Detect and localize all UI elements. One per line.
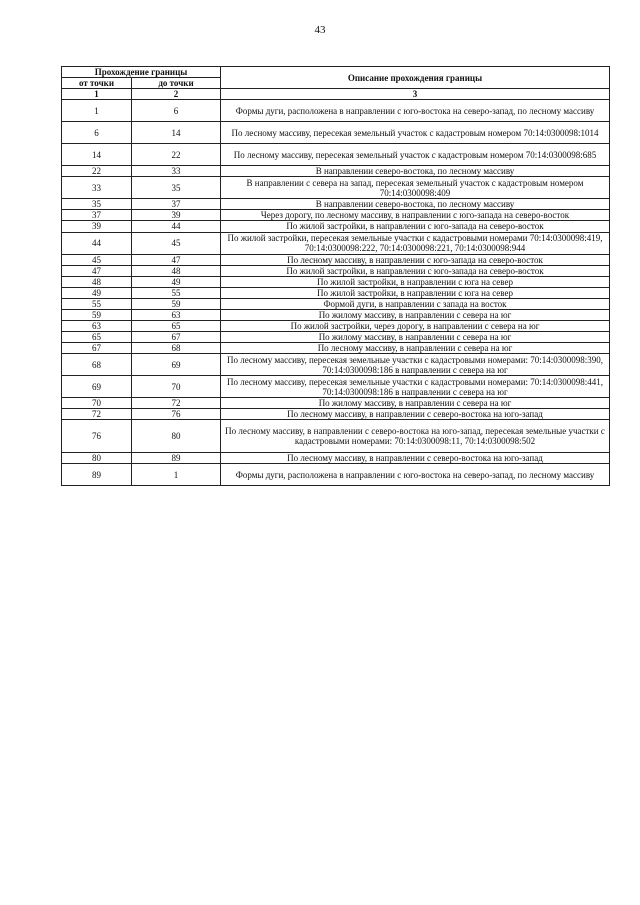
cell-to-point: 35 bbox=[132, 177, 221, 199]
cell-from-point: 6 bbox=[62, 122, 132, 144]
cell-to-point: 39 bbox=[132, 210, 221, 221]
cell-description: По жилой застройки, в направлении с юго-запада на северо-восток bbox=[221, 221, 610, 232]
column-number-2: 2 bbox=[132, 89, 221, 100]
header-from-point: от точки bbox=[62, 78, 132, 89]
cell-from-point: 69 bbox=[62, 376, 132, 398]
cell-description: По жилому массиву, в направлении с севера на юг bbox=[221, 332, 610, 343]
cell-to-point: 44 bbox=[132, 221, 221, 232]
cell-description: Формы дуги, расположена в направлении с юго-востока на северо-запад, по лесному массиву bbox=[221, 464, 610, 486]
cell-description: По жилой застройки, в направлении с юго-запада на северо-восток bbox=[221, 265, 610, 276]
header-to-point: до точки bbox=[132, 78, 221, 89]
cell-description: По жилой застройки, в направлении с юга на север bbox=[221, 287, 610, 298]
cell-description: По лесному массиву, пересекая земельные участки с кадастровыми номерами: 70:14:0300098:390, 70:14:0300098:186 в направлении с севера на юг bbox=[221, 354, 610, 376]
cell-from-point: 80 bbox=[62, 453, 132, 464]
cell-from-point: 47 bbox=[62, 265, 132, 276]
cell-from-point: 1 bbox=[62, 100, 132, 122]
table-body bbox=[62, 100, 610, 486]
cell-from-point: 55 bbox=[62, 298, 132, 309]
cell-description: По лесному массиву, пересекая земельные участки с кадастровыми номерами: 70:14:0300098:441, 70:14:0300098:186 в направлении с севера на юг bbox=[221, 376, 610, 398]
cell-to-point: 89 bbox=[132, 453, 221, 464]
cell-description: По лесному массиву, в направлении с северо-востока на юго-запад bbox=[221, 453, 610, 464]
cell-from-point: 39 bbox=[62, 221, 132, 232]
table-row bbox=[62, 343, 610, 354]
cell-to-point: 14 bbox=[132, 122, 221, 144]
table-row bbox=[62, 254, 610, 265]
cell-description: По лесному массиву, пересекая земельный участок с кадастровым номером 70:14:0300098:1014 bbox=[221, 122, 610, 144]
cell-description: По жилому массиву, в направлении с севера на юг bbox=[221, 398, 610, 409]
cell-from-point: 22 bbox=[62, 166, 132, 177]
page-number: 43 bbox=[314, 24, 326, 36]
table-row bbox=[62, 100, 610, 122]
table-row bbox=[62, 221, 610, 232]
table-row bbox=[62, 144, 610, 166]
boundary-table bbox=[61, 66, 610, 486]
table-row bbox=[62, 398, 610, 409]
cell-from-point: 35 bbox=[62, 199, 132, 210]
cell-to-point: 72 bbox=[132, 398, 221, 409]
header-description: Описание прохождения границы bbox=[221, 67, 610, 89]
cell-description: В направлении северо-востока, по лесному массиву bbox=[221, 199, 610, 210]
table-row bbox=[62, 309, 610, 320]
cell-description: По лесному массиву, пересекая земельный участок с кадастровым номером 70:14:0300098:685 bbox=[221, 144, 610, 166]
cell-description: Формы дуги, расположена в направлении с юго-востока на северо-запад, по лесному массиву bbox=[221, 100, 610, 122]
table-row bbox=[62, 265, 610, 276]
cell-to-point: 76 bbox=[132, 409, 221, 420]
cell-to-point: 65 bbox=[132, 321, 221, 332]
cell-description: По жилой застройки, в направлении с юга на север bbox=[221, 276, 610, 287]
cell-to-point: 55 bbox=[132, 287, 221, 298]
cell-to-point: 68 bbox=[132, 343, 221, 354]
cell-description: В направлении северо-востока, по лесному массиву bbox=[221, 166, 610, 177]
table-row bbox=[62, 298, 610, 309]
table-row bbox=[62, 354, 610, 376]
cell-to-point: 67 bbox=[132, 332, 221, 343]
cell-description: По жилой застройки, через дорогу, в направлении с севера на юг bbox=[221, 321, 610, 332]
cell-to-point: 45 bbox=[132, 232, 221, 254]
cell-to-point: 59 bbox=[132, 298, 221, 309]
column-number-3: 3 bbox=[221, 89, 610, 100]
header-passage: Прохождение границы bbox=[62, 67, 221, 78]
table-row bbox=[62, 464, 610, 486]
cell-to-point: 22 bbox=[132, 144, 221, 166]
cell-to-point: 1 bbox=[132, 464, 221, 486]
cell-to-point: 48 bbox=[132, 265, 221, 276]
table-row bbox=[62, 177, 610, 199]
cell-from-point: 33 bbox=[62, 177, 132, 199]
cell-description: По лесному массиву, в направлении с севера на юг bbox=[221, 343, 610, 354]
cell-from-point: 65 bbox=[62, 332, 132, 343]
cell-to-point: 69 bbox=[132, 354, 221, 376]
cell-to-point: 33 bbox=[132, 166, 221, 177]
cell-from-point: 67 bbox=[62, 343, 132, 354]
cell-from-point: 49 bbox=[62, 287, 132, 298]
table-row bbox=[62, 166, 610, 177]
cell-description: Через дорогу, по лесному массиву, в направлении с юго-запада на северо-восток bbox=[221, 210, 610, 221]
table-row bbox=[62, 409, 610, 420]
cell-to-point: 70 bbox=[132, 376, 221, 398]
cell-from-point: 59 bbox=[62, 309, 132, 320]
cell-from-point: 89 bbox=[62, 464, 132, 486]
cell-from-point: 14 bbox=[62, 144, 132, 166]
cell-to-point: 37 bbox=[132, 199, 221, 210]
table-row bbox=[62, 210, 610, 221]
cell-to-point: 63 bbox=[132, 309, 221, 320]
cell-to-point: 80 bbox=[132, 420, 221, 453]
cell-from-point: 48 bbox=[62, 276, 132, 287]
table-row bbox=[62, 420, 610, 453]
table-row bbox=[62, 321, 610, 332]
cell-to-point: 6 bbox=[132, 100, 221, 122]
cell-description: По лесному массиву, в направлении с северо-востока на юго-запад, пересекая земельные участки с кадастровыми номерами: 70:14:0300098:11, 70:14:0300098:502 bbox=[221, 420, 610, 453]
cell-from-point: 63 bbox=[62, 321, 132, 332]
table-row bbox=[62, 287, 610, 298]
cell-from-point: 45 bbox=[62, 254, 132, 265]
table-row bbox=[62, 332, 610, 343]
cell-from-point: 70 bbox=[62, 398, 132, 409]
table-row bbox=[62, 453, 610, 464]
cell-from-point: 44 bbox=[62, 232, 132, 254]
cell-description: По жилой застройки, пересекая земельные участки с кадастровыми номерами 70:14:0300098:419, 70:14:0300098:222, 70:14:0300098:221, 70:14:0300098:944 bbox=[221, 232, 610, 254]
table-row bbox=[62, 232, 610, 254]
cell-from-point: 37 bbox=[62, 210, 132, 221]
table-row bbox=[62, 276, 610, 287]
cell-description: В направлении с севера на запад, пересекая земельный участок с кадастровым номером 70:14:0300098:409 bbox=[221, 177, 610, 199]
table-row bbox=[62, 376, 610, 398]
cell-description: Формой дуги, в направлении с запада на восток bbox=[221, 298, 610, 309]
cell-description: По лесному массиву, в направлении с юго-запада на северо-восток bbox=[221, 254, 610, 265]
cell-from-point: 68 bbox=[62, 354, 132, 376]
table-row bbox=[62, 199, 610, 210]
cell-to-point: 47 bbox=[132, 254, 221, 265]
cell-to-point: 49 bbox=[132, 276, 221, 287]
column-number-1: 1 bbox=[62, 89, 132, 100]
cell-from-point: 72 bbox=[62, 409, 132, 420]
table-row bbox=[62, 122, 610, 144]
cell-description: По жилому массиву, в направлении с севера на юг bbox=[221, 309, 610, 320]
cell-description: По лесному массиву, в направлении с северо-востока на юго-запад bbox=[221, 409, 610, 420]
cell-from-point: 76 bbox=[62, 420, 132, 453]
